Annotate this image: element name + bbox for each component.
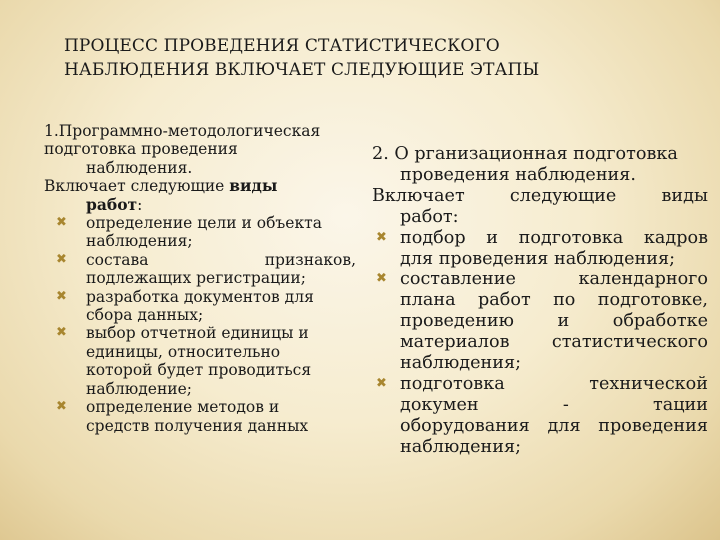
- right-bullet-text: докумен - тации: [400, 394, 708, 415]
- left-includes-line-1: [44, 177, 356, 195]
- title-line-1: ПРОЦЕСС ПРОВЕДЕНИЯ СТАТИСТИЧЕСКОГО: [64, 36, 500, 56]
- left-column: [44, 122, 356, 435]
- left-includes-bold: виды: [229, 176, 278, 196]
- left-bullet-text: которой будет проводиться: [86, 361, 312, 380]
- left-heading-line-3: наблюдения.: [86, 158, 193, 177]
- right-bullet-text: наблюдения;: [400, 436, 522, 457]
- left-includes-line2-rest: :: [137, 195, 143, 214]
- left-bullet-item: [44, 398, 356, 435]
- right-includes-line-1: Включает следующие виды: [372, 185, 708, 206]
- x-bullet-icon: ✖: [56, 251, 67, 267]
- right-column: [372, 122, 708, 458]
- right-bullet-text: плана работ по подготовке,: [400, 290, 708, 311]
- right-bullet-text: для проведения наблюдения;: [400, 248, 676, 269]
- left-bullet-item: [44, 324, 356, 398]
- right-heading-line-2: проведения наблюдения.: [400, 164, 636, 185]
- left-heading-line-1: 1.Программно-методологическая: [44, 122, 321, 140]
- right-heading-line-1: 2. О рганизационная подготовка: [372, 144, 678, 164]
- left-bullet-item: [44, 251, 356, 288]
- right-bullet-text: материалов статистического: [400, 332, 708, 353]
- left-bullet-item: [44, 214, 356, 251]
- right-bullet-item: [372, 228, 708, 270]
- right-bullet-text: подбор и подготовка кадров: [400, 227, 708, 248]
- left-includes-line2-bold: работ: [86, 194, 138, 214]
- left-bullet-text: единицы, относительно: [86, 342, 281, 361]
- right-bullet-text: проведению и обработке: [400, 311, 708, 332]
- right-bullet-text: составление календарного: [400, 269, 708, 290]
- right-includes-line-2: работ:: [400, 206, 459, 227]
- slide-title: [64, 34, 664, 82]
- left-bullet-text: сбора данных;: [86, 306, 204, 325]
- x-bullet-icon: ✖: [56, 288, 67, 304]
- x-bullet-icon: ✖: [376, 229, 387, 245]
- title-line-2: НАБЛЮДЕНИЯ ВКЛЮЧАЕТ СЛЕДУЮЩИЕ ЭТАПЫ: [64, 60, 540, 80]
- right-bullet-item: [372, 374, 708, 458]
- left-heading-line-2: подготовка проведения: [44, 140, 238, 159]
- x-bullet-icon: ✖: [376, 271, 387, 287]
- x-bullet-icon: ✖: [56, 399, 67, 415]
- right-bullet-item: [372, 269, 708, 374]
- right-bullet-text: наблюдения;: [400, 353, 522, 374]
- left-includes-prefix: Включает следующие: [44, 177, 230, 196]
- left-bullet-text: выбор отчетной единицы и: [86, 324, 309, 343]
- left-bullet-text: наблюдения;: [86, 232, 193, 251]
- left-bullet-item: [44, 288, 356, 325]
- left-bullet-text: определение цели и объекта: [86, 214, 322, 233]
- right-bullet-text: подготовка технической: [400, 373, 708, 394]
- left-bullet-text: средств получения данных: [86, 416, 309, 435]
- x-bullet-icon: ✖: [56, 215, 67, 231]
- left-bullet-text: подлежащих регистрации;: [86, 269, 306, 288]
- right-bullet-text: оборудования для проведения: [400, 415, 708, 436]
- x-bullet-icon: ✖: [56, 325, 67, 341]
- left-bullet-text: определение методов и: [86, 398, 280, 417]
- left-bullet-text: наблюдение;: [86, 379, 193, 398]
- left-bullet-text: разработка документов для: [86, 287, 314, 306]
- left-includes-line-2: [44, 196, 356, 214]
- x-bullet-icon: ✖: [376, 375, 387, 391]
- left-bullet-text: состава признаков,: [86, 250, 356, 269]
